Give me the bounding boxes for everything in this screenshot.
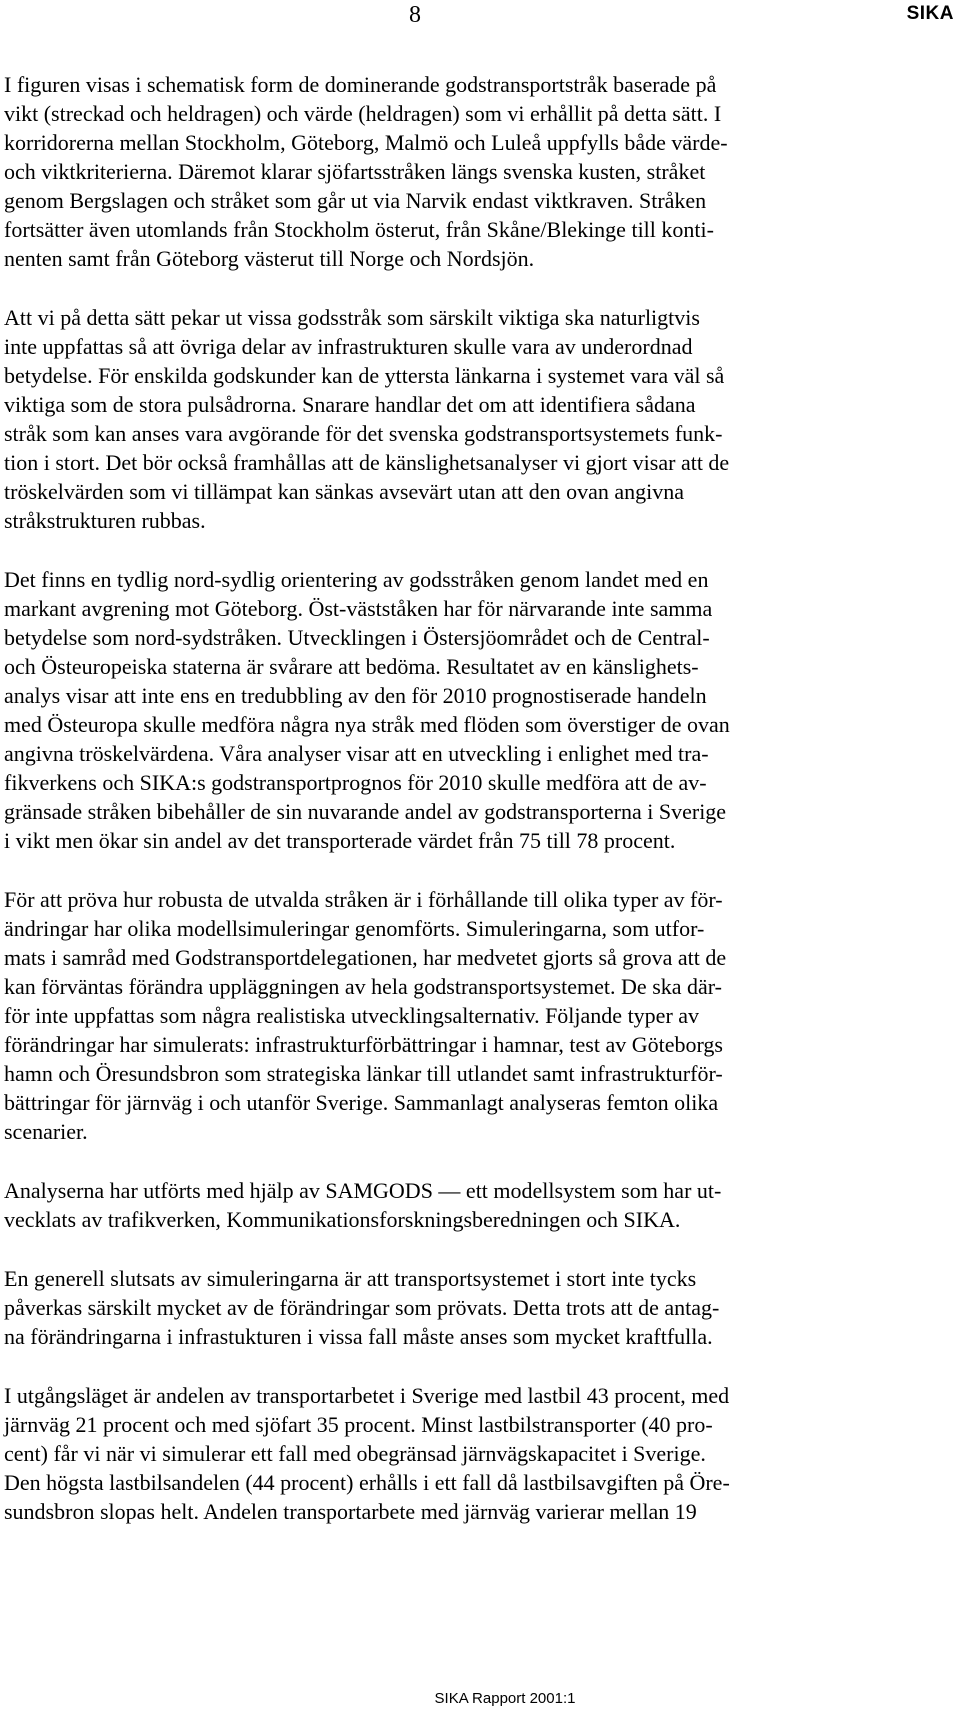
text-line: fortsätter även utomlands från Stockholm österut, från Skåne/Blekinge till konti- (4, 217, 714, 242)
paragraph (4, 1176, 904, 1234)
text-line: hamn och Öresundsbron som strategiska länkar till utlandet samt infrastrukturför- (4, 1061, 723, 1086)
text-line: med Östeuropa skulle medföra några nya stråk med flöden som överstiger de ovan (4, 712, 730, 737)
text-line: stråkstrukturen rubbas. (4, 508, 206, 533)
text-line: scenarier. (4, 1119, 88, 1144)
text-line: för inte uppfattas som några realistiska utvecklingsalternativ. Följande typer av (4, 1003, 700, 1028)
text-line: i vikt men ökar sin andel av det transporterade värdet från 75 till 78 procent. (4, 828, 676, 853)
paragraph (4, 70, 904, 273)
text-line: ändringar har olika modellsimuleringar genomförts. Simuleringarna, som utfor- (4, 916, 705, 941)
text-line: cent) får vi när vi simulerar ett fall med obegränsad järnvägskapacitet i Sverige. (4, 1441, 706, 1466)
text-line: Den högsta lastbilsandelen (44 procent) erhålls i ett fall då lastbilsavgiften på Öre- (4, 1470, 730, 1495)
text-line: mats i samråd med Godstransportdelegationen, har medvetet gjorts så grova att de (4, 945, 727, 970)
text-line: analys visar att inte ens en tredubbling av den för 2010 prognostiserade handeln (4, 683, 707, 708)
text-line: korridorerna mellan Stockholm, Göteborg, Malmö och Luleå uppfylls både värde- (4, 130, 728, 155)
text-line: I utgångsläget är andelen av transportarbetet i Sverige med lastbil 43 procent, med (4, 1383, 730, 1408)
header-brand: SIKA (906, 3, 954, 24)
paragraph (4, 303, 904, 535)
text-line: Det finns en tydlig nord-sydlig orientering av godsstråken genom landet med en (4, 567, 709, 592)
text-line: gränsade stråken bibehåller de sin nuvarande andel av godstransporterna i Sverige (4, 799, 727, 824)
text-line: inte uppfattas så att övriga delar av infrastrukturen skulle vara av underordnad (4, 334, 693, 359)
text-line: betydelse som nord-sydstråken. Utvecklingen i Östersjöområdet och de Central- (4, 625, 710, 650)
paragraph (4, 565, 904, 855)
paragraph (4, 1381, 904, 1526)
text-line: En generell slutsats av simuleringarna är att transportsystemet i stort inte tycks (4, 1266, 697, 1291)
paragraph (4, 885, 904, 1146)
text-line: För att pröva hur robusta de utvalda stråken är i förhållande till olika typer av för- (4, 887, 723, 912)
text-line: betydelse. För enskilda godskunder kan de yttersta länkarna i systemet vara väl så (4, 363, 725, 388)
text-line: markant avgrening mot Göteborg. Öst-västståken har för närvarande inte samma (4, 596, 713, 621)
text-line: I figuren visas i schematisk form de dominerande godstransportstråk baserade på (4, 72, 717, 97)
text-line: tion i stort. Det bör också framhållas att de känslighetsanalyser vi gjort visar att de (4, 450, 730, 475)
text-line: vecklats av trafikverken, Kommunikationsforskningsberedningen och SIKA. (4, 1207, 681, 1232)
paragraph (4, 1264, 904, 1351)
text-line: påverkas särskilt mycket av de förändringar som prövats. Detta trots att de antag- (4, 1295, 720, 1320)
text-line: och viktkriterierna. Däremot klarar sjöfartsstråken längs svenska kusten, stråket (4, 159, 706, 184)
text-line: vikt (streckad och heldragen) och värde (heldragen) som vi erhållit på detta sätt. I (4, 101, 722, 126)
page-number: 8 (409, 2, 421, 28)
text-line: tröskelvärden som vi tillämpat kan sänkas avsevärt utan att den ovan angivna (4, 479, 684, 504)
text-line: fikverkens och SIKA:s godstransportprognos för 2010 skulle medföra att de av- (4, 770, 707, 795)
text-line: och Östeuropeiska staterna är svårare att bedöma. Resultatet av en känslighets- (4, 654, 699, 679)
text-line: bättringar för järnväg i och utanför Sverige. Sammanlagt analyseras femton olika (4, 1090, 719, 1115)
text-line: sundsbron slopas helt. Andelen transportarbete med järnväg varierar mellan 19 (4, 1499, 697, 1524)
text-line: järnväg 21 procent och med sjöfart 35 procent. Minst lastbilstransporter (40 pro- (4, 1412, 713, 1437)
text-line: kan förväntas förändra uppläggningen av hela godstransportsystemet. De ska där- (4, 974, 722, 999)
text-line: na förändringarna i infrastukturen i vissa fall måste anses som mycket kraftfulla. (4, 1324, 713, 1349)
text-line: Analyserna har utförts med hjälp av SAMGODS — ett modellsystem som har ut- (4, 1178, 722, 1203)
text-line: förändringar har simulerats: infrastrukturförbättringar i hamnar, test av Göteborgs (4, 1032, 723, 1057)
text-line: genom Bergslagen och stråket som går ut via Narvik endast viktkraven. Stråken (4, 188, 707, 213)
text-line: Att vi på detta sätt pekar ut vissa godsstråk som särskilt viktiga ska naturligtvis (4, 305, 700, 330)
text-line: viktiga som de stora pulsådrorna. Snarare handlar det om att identifiera sådana (4, 392, 696, 417)
body-text (4, 70, 904, 1556)
text-line: angivna tröskelvärdena. Våra analyser visar att en utveckling i enlighet med tra- (4, 741, 709, 766)
text-line: nenten samt från Göteborg västerut till Norge och Nordsjön. (4, 246, 535, 271)
page-footer: SIKA Rapport 2001:1 (434, 1690, 576, 1707)
text-line: stråk som kan anses vara avgörande för det svenska godstransportsystemets funk- (4, 421, 723, 446)
